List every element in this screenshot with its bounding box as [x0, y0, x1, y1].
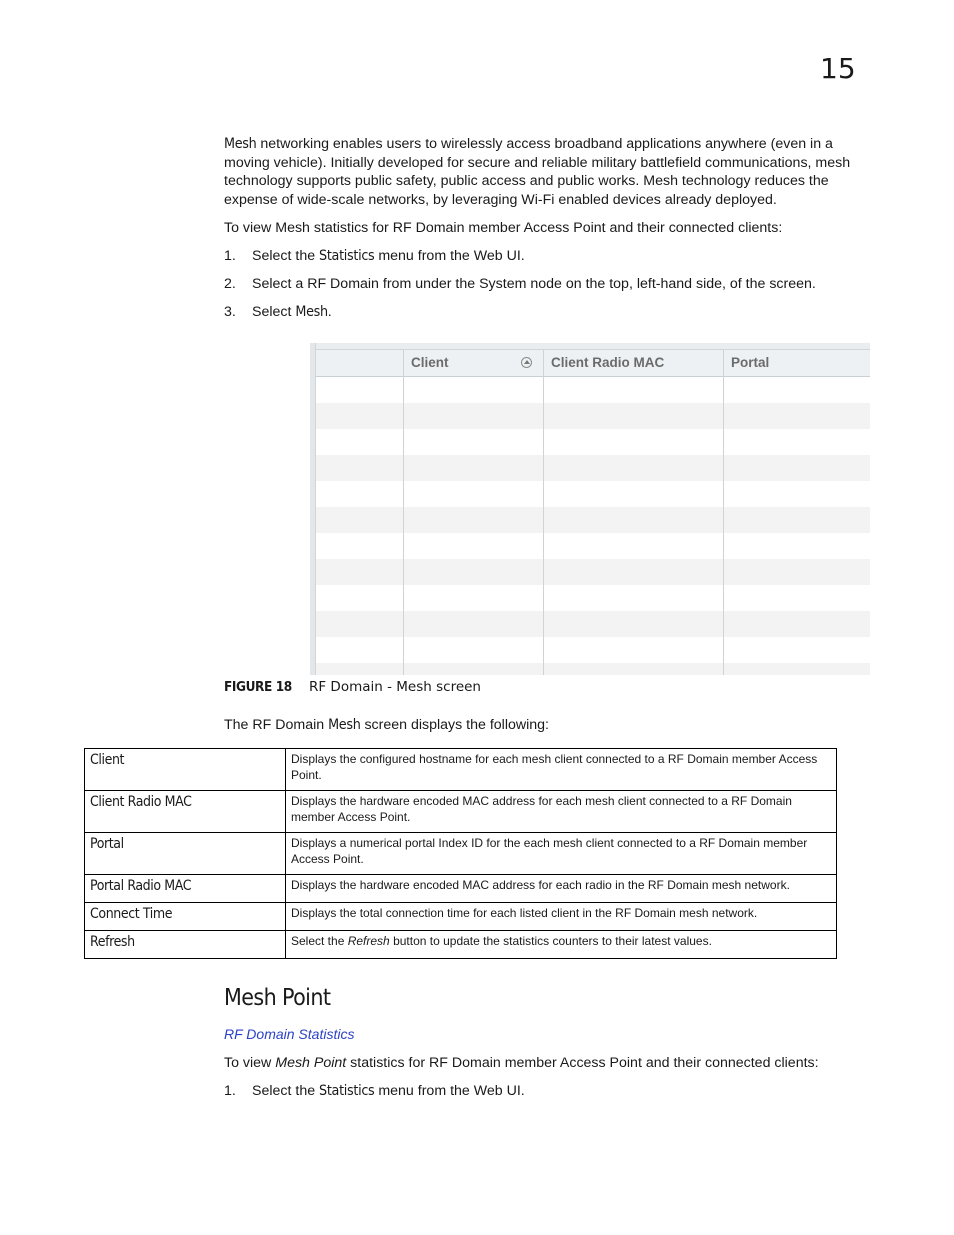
step-text: Select a RF Domain from under the System node on the top, left-hand side, of the screen. [252, 276, 816, 292]
step-text: menu from the Web UI. [374, 1083, 525, 1099]
table-row [85, 791, 837, 833]
field-definition: Select the Refresh button to update the statistics counters to their latest values. [286, 931, 837, 959]
section-heading: Mesh Point [224, 985, 331, 1011]
step-number: 3. [224, 304, 236, 320]
sort-ascending-icon[interactable] [521, 357, 532, 368]
column-divider [723, 350, 724, 675]
table-row [316, 455, 870, 481]
column-header-label: Portal [731, 355, 770, 370]
column-header-label: Client Radio MAC [551, 355, 665, 370]
figure-caption: RF Domain - Mesh screen [309, 679, 481, 695]
field-definition: Displays a numerical portal Index ID for the each mesh client connected to a RF Domain member Access Point. [286, 833, 837, 875]
field-definition: Displays the total connection time for each listed client in the RF Domain mesh network. [286, 903, 837, 931]
column-header-portal[interactable] [723, 350, 870, 377]
mesh-screen-screenshot [310, 343, 870, 675]
step-text: Select [252, 304, 296, 320]
step-text: . [327, 304, 332, 320]
screen-term: Mesh [328, 717, 361, 733]
step-text: menu from the Web UI. [374, 248, 525, 264]
table-row [316, 481, 870, 507]
step-number: 1. [224, 248, 236, 264]
intro-paragraph [224, 135, 874, 209]
intro-term: Mesh [224, 136, 257, 152]
window-left-border [310, 343, 316, 675]
table-row [316, 403, 870, 429]
step-term: Mesh [295, 304, 328, 320]
table-row [85, 749, 837, 791]
table-row [316, 429, 870, 455]
field-term: Client [85, 749, 286, 791]
table-row [85, 903, 837, 931]
field-term: Client Radio MAC [85, 791, 286, 833]
table-row [316, 377, 870, 403]
step-number: 1. [224, 1083, 236, 1099]
table-row [85, 931, 837, 959]
table-row [316, 585, 870, 611]
table-row [316, 559, 870, 585]
column-header-client-radio-mac[interactable] [543, 350, 724, 377]
table-row [316, 533, 870, 559]
table-row [316, 507, 870, 533]
table-row [316, 637, 870, 663]
step-text: Select the [252, 248, 320, 264]
column-header-client[interactable] [403, 350, 544, 377]
emphasis: Mesh Point [275, 1055, 347, 1071]
step-number: 2. [224, 276, 236, 292]
intro-text: networking enables users to wirelessly access broadband applications anywhere (even in a moving vehicle). Initially developed for secure and reliable military battlefield communications, mesh technology supports public safety, public access and public works. Mesh technology reduces the expense of wide-scale networks, by leveraging Wi-Fi enabled devices already deployed. [224, 136, 851, 208]
table-row [316, 611, 870, 637]
emphasis: Refresh [347, 934, 390, 948]
field-term: Connect Time [85, 903, 286, 931]
view-intro: To view Mesh statistics for RF Domain member Access Point and their connected clients: [224, 220, 783, 236]
mesh-point-step-1 [224, 1082, 525, 1100]
column-header-blank[interactable] [316, 350, 404, 377]
step-2 [224, 275, 816, 293]
field-term: Portal [85, 833, 286, 875]
step-term: Statistics [319, 248, 375, 264]
field-definition: Displays the configured hostname for each mesh client connected to a RF Domain member Access Point. [286, 749, 837, 791]
column-divider [543, 350, 544, 675]
field-definition: Displays the hardware encoded MAC address for each mesh client connected to a RF Domain member Access Point. [286, 791, 837, 833]
rf-domain-statistics-link[interactable]: RF Domain Statistics [224, 1026, 355, 1042]
column-header-label: Client [411, 355, 449, 370]
field-description-table [84, 748, 837, 959]
window-top-border [310, 343, 870, 350]
step-1 [224, 247, 525, 265]
chapter-number: 15 [820, 52, 856, 85]
field-term: Portal Radio MAC [85, 875, 286, 903]
table-row [316, 663, 870, 675]
column-divider [403, 350, 404, 675]
step-3 [224, 303, 332, 321]
screen-description: The RF Domain Mesh screen displays the following: [224, 717, 549, 733]
table-row [85, 833, 837, 875]
mesh-point-intro: To view Mesh Point statistics for RF Domain member Access Point and their connected clients: [224, 1055, 819, 1071]
field-term: Refresh [85, 931, 286, 959]
step-term: Statistics [319, 1083, 375, 1099]
figure-label: FIGURE 18 [224, 679, 292, 695]
step-text: Select the [252, 1083, 320, 1099]
table-row [85, 875, 837, 903]
field-definition: Displays the hardware encoded MAC address for each radio in the RF Domain mesh network. [286, 875, 837, 903]
